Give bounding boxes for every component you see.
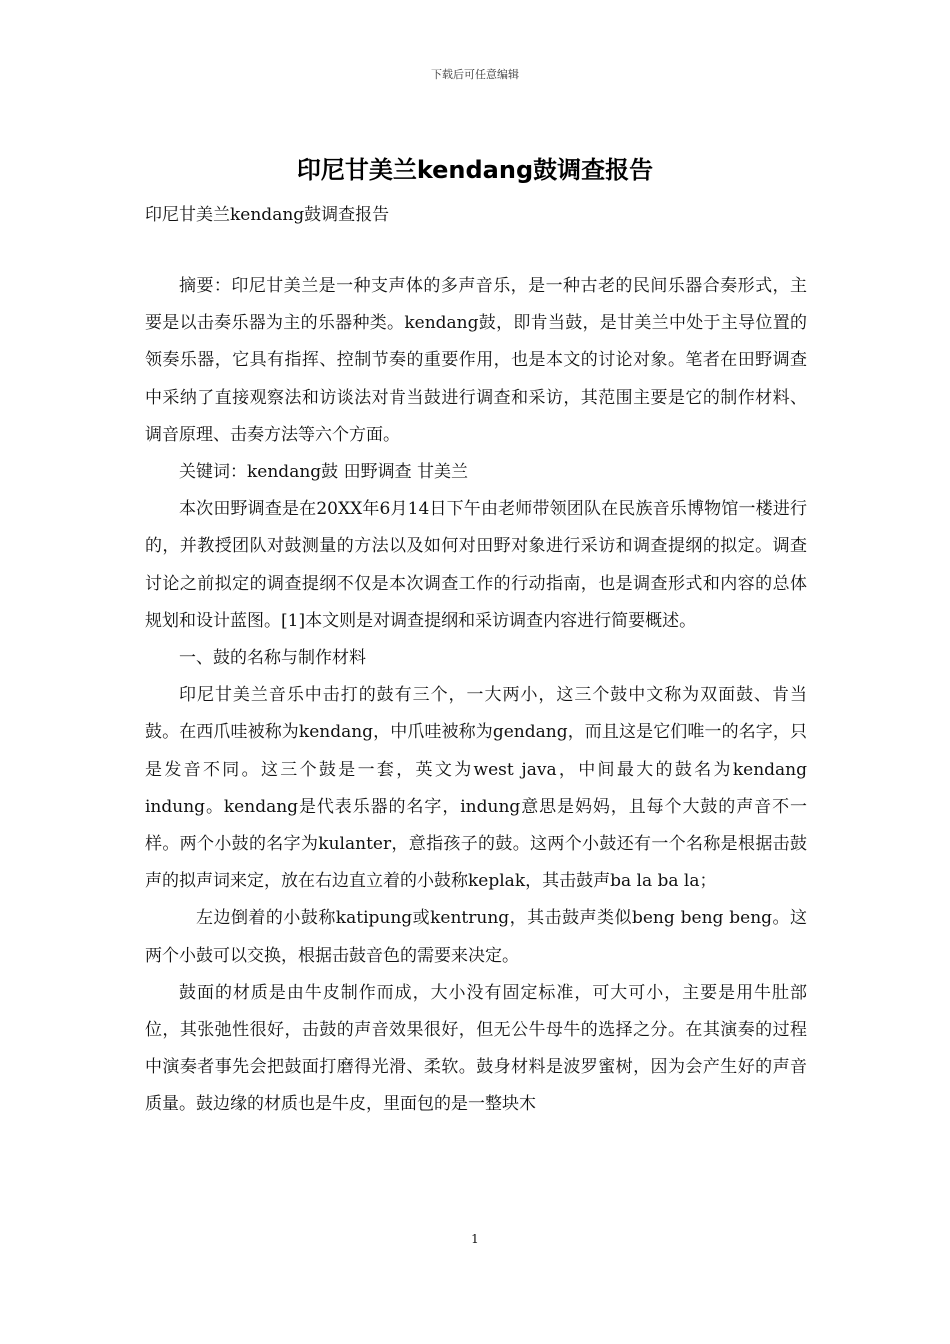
intro-paragraph: 本次田野调查是在20XX年6月14日下午由老师带领团队在民族音乐博物馆一楼进行的，并教授团队对鼓测量的方法以及如何对田野对象进行采访和调查提纲的拟定。调查讨论之前拟定的调查提纲不仅是本次调查工作的行动指南，也是调查形式和内容的总体规划和设计蓝图。[1]本文则是对调查提纲和采访调查内容进行简要概述。	[145, 499, 807, 631]
body-paragraph: 鼓面的材质是由牛皮制作而成，大小没有固定标准，可大可小，主要是用牛肚部位，其张弛性很好，击鼓的声音效果很好，但无公牛母牛的选择之分。在其演奏的过程中演奏者事先会把鼓面打磨得光滑、柔软。鼓身材料是波罗蜜树，因为会产生好的声音质量。鼓边缘的材质也是牛皮，里面包的是一整块木	[145, 982, 807, 1115]
document-body	[145, 268, 807, 1124]
document-subtitle: 印尼甘美兰kendang鼓调查报告	[145, 205, 390, 225]
abstract-paragraph: 摘要：印尼甘美兰是一种支声体的多声音乐，是一种古老的民间乐器合奏形式，主要是以击奏乐器为主的乐器种类。kendang鼓，即肯当鼓，是甘美兰中处于主导位置的领奏乐器，它具有指挥、控制节奏的重要作用，也是本文的讨论对象。笔者在田野调查中采纳了直接观察法和访谈法对肯当鼓进行调查和采访，其范围主要是它的制作材料、调音原理、击奏方法等六个方面。	[145, 276, 807, 445]
page-number: 1	[471, 1232, 479, 1246]
body-paragraph: 印尼甘美兰音乐中击打的鼓有三个，一大两小，这三个鼓中文称为双面鼓、肯当鼓。在西爪哇被称为kendang，中爪哇被称为gendang，而且这是它们唯一的名字，只是发音不同。这三个鼓是一套，英文为west java，中间最大的鼓名为kendang indung。kendang是代表乐器的名字，indung意思是妈妈，且每个大鼓的声音不一样。两个小鼓的名字为kulanter，意指孩子的鼓。这两个小鼓还有一个名称是根据击鼓声的拟声词来定，放在右边直立着的小鼓称keplak，其击鼓声ba la ba la；	[145, 685, 807, 892]
header-note: 下载后可任意编辑	[431, 68, 519, 81]
body-paragraph: 左边倒着的小鼓称katipung或kentrung，其击鼓声类似beng beng beng。这两个小鼓可以交换，根据击鼓音色的需要来决定。	[145, 908, 807, 966]
section-heading: 一、鼓的名称与制作材料	[179, 648, 366, 669]
keywords-paragraph: 关键词：kendang鼓 田野调查 甘美兰	[179, 462, 468, 483]
document-title: 印尼甘美兰kendang鼓调查报告	[296, 156, 654, 184]
